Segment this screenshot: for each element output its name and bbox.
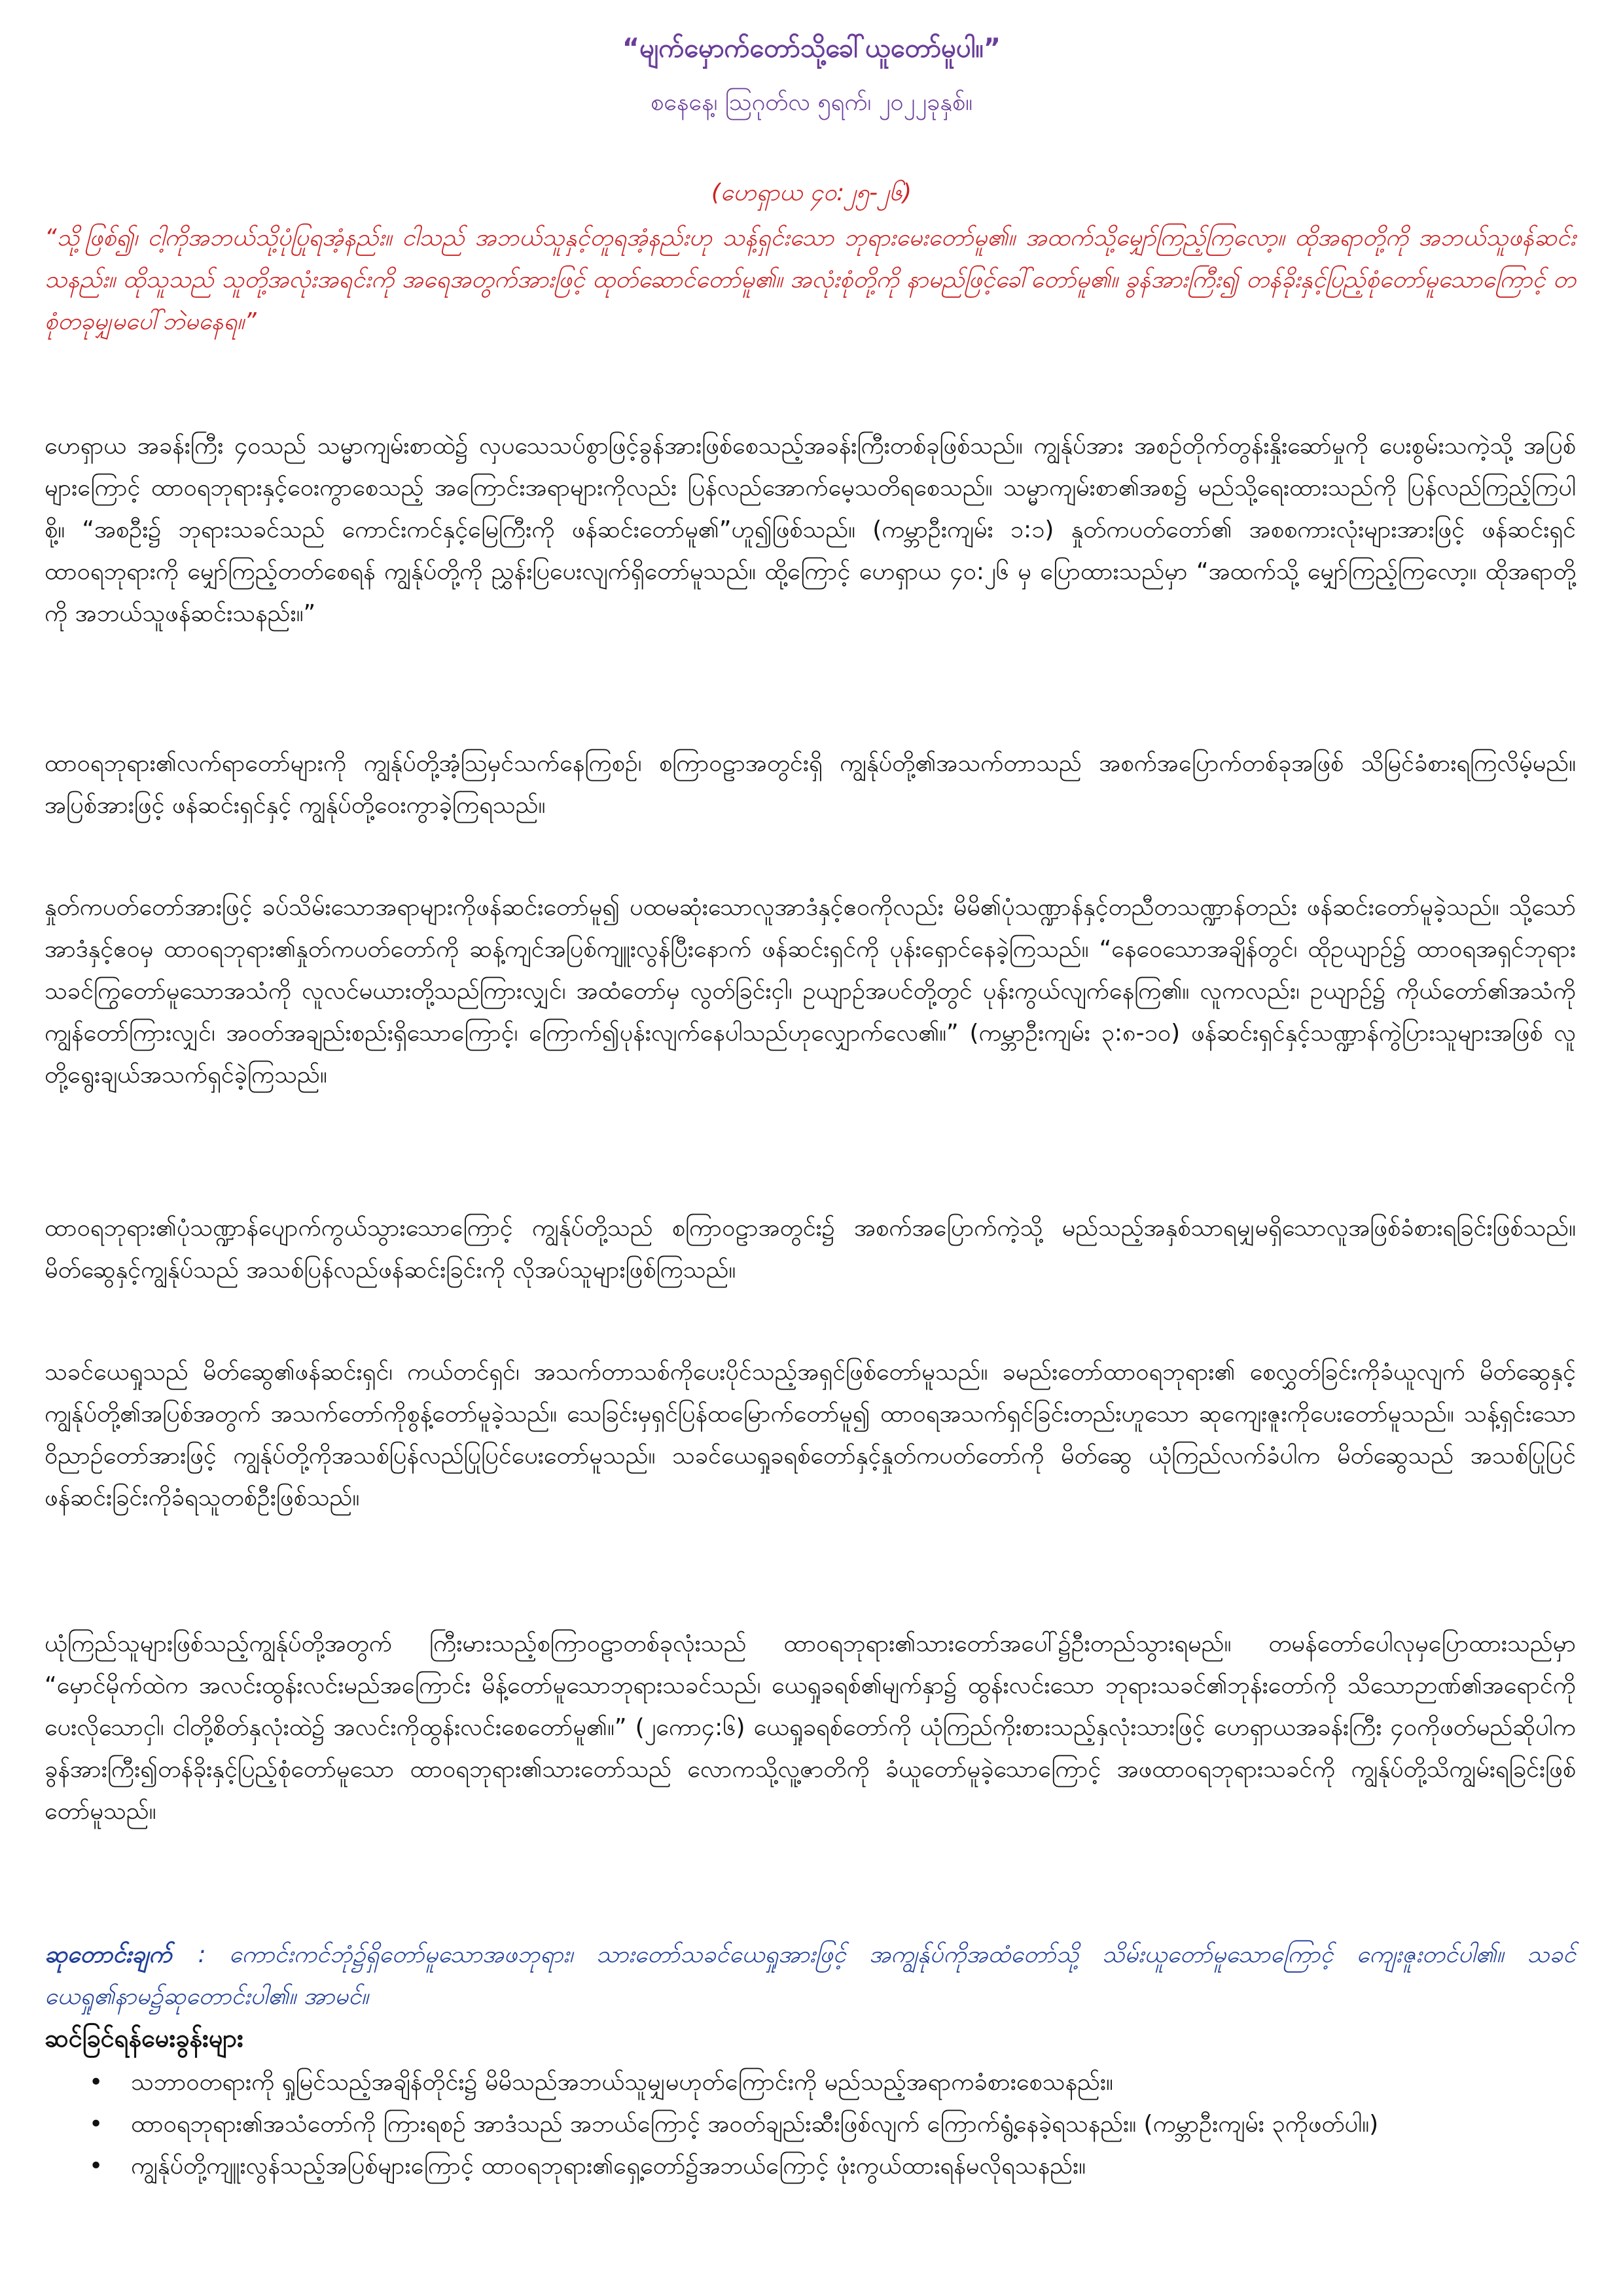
body-paragraph-6: ယုံကြည်သူများဖြစ်သည့်ကျွန်ုပ်တို့အတွက် ကြီးမားသည့်စကြာဝဠာတစ်ခုလုံးသည် ထာဝရဘုရား၏သားတော်အပေါ်၌ဦးတည်သွားရမည်။ တမန်တော်ပေါလုမှပြောထားသည်မှာ “မှောင်မိုက်ထဲက အလင်းထွန်းလင်းမည်အကြောင်း မိန့်တော်မူသောဘုရားသခင်သည်၊ ယေရှုခရစ်၏မျက်နှာ၌ ထွန်းလင်းသော ဘုရားသခင်၏ဘုန်းတော်ကို သိသောဉာဏ်၏အရောင်ကိုပေးလိုသောငှါ၊ ငါတို့စိတ်နှလုံးထဲ၌ အလင်းကိုထွန်းလင်းစေတော်မူ၏။” (၂ကော၄:၆) ယေရှုခရစ်တော်ကို ယုံကြည်ကိုးစားသည့်နှလုံးသားဖြင့် ဟေရှာယအခန်းကြီး ၄၀ကိုဖတ်မည်ဆိုပါက ခွန်အားကြီး၍တန်ခိုးနှင့်ပြည့်စုံတော်မူသော ထာဝရဘုရား၏သားတော်သည် လောကသို့လူ့ဇာတိကို ခံယူတော်မူခဲ့သောကြောင့် အဖထာဝရဘုရားသခင်ကို ကျွန်ုပ်တို့သိကျွမ်းရခြင်းဖြစ်တော်မူသည်။ xyxy=(45,1630,1576,1825)
bullet-icon: • xyxy=(89,2153,103,2179)
prayer-label: ဆုတောင်းချက် xyxy=(45,1941,172,1968)
body-paragraph-2: ထာဝရဘုရား၏လက်ရာတော်များကို ကျွန်ုပ်တို့အံ့ဩမှင်သက်နေကြစဉ်၊ စကြာဝဠာအတွင်းရှိ ကျွန်ုပ်တို့၏အသက်တာသည် အစက်အပြောက်တစ်ခုအဖြစ် သိမြင်ခံစားရကြလိမ့်မည်။ အပြစ်အားဖြင့် ဖန်ဆင်းရှင်နှင့် ကျွန်ုပ်တို့ဝေးကွာခဲ့ကြရသည်။ xyxy=(45,750,1576,819)
prayer-text: : ကောင်းကင်ဘုံ၌ရှိတော်မူသောအဖဘုရား၊ သားတော်သခင်ယေရှုအားဖြင့် အကျွန်ုပ်ကိုအထံတော်သို့ သိမ်းယူတော်မူသောကြောင့် ကျေးဇူးတင်ပါ၏။ သခင်ယေရှု၏နာမ၌ဆုတောင်းပါ၏။ အာမင်။ xyxy=(45,1941,1576,2010)
question-item xyxy=(45,2104,1576,2145)
question-text: သဘာဝတရားကို ရှုမြင်သည့်အချိန်တိုင်း၌ မိမိသည်အဘယ်သူမျှမဟုတ်ကြောင်းကို မည်သည့်အရာကခံစားစေသနည်း။ xyxy=(131,2069,1113,2096)
question-item xyxy=(45,2145,1576,2187)
verse-text: “သို့ဖြစ်၍၊ ငါ့ကိုအဘယ်သို့ပုံပြုရအံ့နည်း။ ငါသည် အဘယ်သူနှင့်တူရအံ့နည်းဟု သန့်ရှင်းသော ဘုရားမေးတော်မူ၏။ အထက်သို့မျှော်ကြည့်ကြလော့။ ထိုအရာတို့ကို အဘယ်သူဖန်ဆင်းသနည်း။ ထိုသူသည် သူတို့အလုံးအရင်းကို အရေအတွက်အားဖြင့် ထုတ်ဆောင်တော်မူ၏။ အလုံးစုံတို့ကို နာမည်ဖြင့်ခေါ်တော်မူ၏။ ခွန်အားကြီး၍ တန်ခိုးနှင့်ပြည့်စုံတော်မူသောကြောင့် တစုံတခုမျှမပေါ်ဘဲမနေရ။” xyxy=(45,224,1576,335)
bullet-icon: • xyxy=(89,2069,103,2096)
question-item xyxy=(45,2062,1576,2104)
body-paragraph-3: နှုတ်ကပတ်တော်အားဖြင့် ခပ်သိမ်းသောအရာများကိုဖန်ဆင်းတော်မူ၍ ပထမဆုံးသောလူအာဒံနှင့်ဧဝကိုလည်း မိမိ၏ပုံသဏ္ဍာန်နှင့်တညီတသဏ္ဍာန်တည်း ဖန်ဆင်းတော်မူခဲ့သည်။ သို့သော် အာဒံနှင့်ဧဝမှ ထာဝရဘုရား၏နှုတ်ကပတ်တော်ကို ဆန့်ကျင်အပြစ်ကျူးလွန်ပြီးနောက် ဖန်ဆင်းရှင်ကို ပုန်းရှောင်နေခဲ့ကြသည်။ “နေဝေသောအချိန်တွင်၊ ထိုဥယျာဉ်၌ ထာဝရအရှင်ဘုရားသခင်ကြွတော်မူသောအသံကို လူလင်မယားတို့သည်ကြားလျှင်၊ အထံတော်မှ လွတ်ခြင်းငှါ၊ ဥယျာဉ်အပင်တို့တွင် ပုန်းကွယ်လျက်နေကြ၏။ လူကလည်း၊ ဥယျာဉ်၌ ကိုယ်တော်၏အသံကို ကျွန်တော်ကြားလျှင်၊ အဝတ်အချည်းစည်းရှိသောကြောင့်၊ ကြောက်၍ပုန်းလျက်နေပါသည်ဟုလျှောက်လေ၏။” (ကမ္ဘာဦးကျမ်း ၃:၈-၁၀) ဖန်ဆင်းရှင်နှင့်သဏ္ဍာန်ကွဲပြားသူများအဖြစ် လူတို့ရွေးချယ်အသက်ရှင်ခဲ့ကြသည်။ xyxy=(45,894,1576,1088)
page-title: “မျက်မှောက်တော်သို့ခေါ်ယူတော်မူပါ။” xyxy=(622,33,1001,63)
question-text: ကျွန်ုပ်တို့ကျူးလွန်သည့်အပြစ်များကြောင့် ထာဝရဘုရား၏ရှေ့တော်၌အဘယ်ကြောင့် ဖုံးကွယ်ထားရန်မလိုရသနည်း။ xyxy=(131,2153,1086,2179)
verse-reference: (ဟေရှာယ ၄၀:၂၅-၂၆) xyxy=(711,179,912,206)
page-date: စနေနေ့၊ ဩဂုတ်လ ၅ရက်၊ ၂၀၂၂ခုနှစ်။ xyxy=(651,89,972,116)
body-paragraph-1: ဟေရှာယ အခန်းကြီး ၄၀သည် သမ္မာကျမ်းစာထဲ၌ လှပသေသပ်စွာဖြင့်ခွန်အားဖြစ်စေသည့်အခန်းကြီးတစ်ခုဖြစ်သည်။ ကျွန်ုပ်အား အစဉ်တိုက်တွန်းနှိုးဆော်မှုကို ပေးစွမ်းသကဲ့သို့ အပြစ်များကြောင့် ထာဝရဘုရားနှင့်ဝေးကွာစေသည့် အကြောင်းအရာများကိုလည်း ပြန်လည်အောက်မေ့သတိရစေသည်။ သမ္မာကျမ်းစာ၏အစ၌ မည်သို့ရေးထားသည်ကို ပြန်လည်ကြည့်ကြပါစို့။ “အစဦး၌ ဘုရားသခင်သည် ကောင်းကင်နှင့်မြေကြီးကို ဖန်ဆင်းတော်မူ၏”ဟူ၍ဖြစ်သည်။ (ကမ္ဘာဦးကျမ်း ၁:၁) နှုတ်ကပတ်တော်၏ အစစကားလုံးများအားဖြင့် ဖန်ဆင်းရှင်ထာဝရဘုရားကို မျှော်ကြည့်တတ်စေရန် ကျွန်ုပ်တို့ကို ညွှန်းပြပေးလျက်ရှိတော်မူသည်။ ထို့ကြောင့် ဟေရှာယ ၄၀:၂၆ မှ ပြောထားသည်မှာ “အထက်သို့ မျှော်ကြည့်ကြလော့။ ထိုအရာတို့ကို အဘယ်သူဖန်ဆင်းသနည်း။” xyxy=(45,433,1576,627)
body-paragraph-5: သခင်ယေရှုသည် မိတ်ဆွေ၏ဖန်ဆင်းရှင်၊ ကယ်တင်ရှင်၊ အသက်တာသစ်ကိုပေးပိုင်သည့်အရှင်ဖြစ်တော်မူသည်။ ခမည်းတော်ထာဝရဘုရား၏ စေလွှတ်ခြင်းကိုခံယူလျက် မိတ်ဆွေနှင့်ကျွန်ုပ်တို့၏အပြစ်အတွက် အသက်တော်ကိုစွန့်တော်မူခဲ့သည်။ သေခြင်းမှရှင်ပြန်ထမြောက်တော်မူ၍ ထာဝရအသက်ရှင်ခြင်းတည်းဟူသော ဆုကျေးဇူးကိုပေးတော်မူသည်။ သန့်ရှင်းသောဝိညာဉ်တော်အားဖြင့် ကျွန်ုပ်တို့ကိုအသစ်ပြန်လည်ပြုပြင်ပေးတော်မူသည်။ သခင်ယေရှုခရစ်တော်နှင့်နှုတ်ကပတ်တော်ကို မိတ်ဆွေ ယုံကြည်လက်ခံပါက မိတ်ဆွေသည် အသစ်ပြုပြင်ဖန်ဆင်းခြင်းကိုခံရသူတစ်ဦးဖြစ်သည်။ xyxy=(45,1359,1576,1511)
body-paragraph-4: ထာဝရဘုရား၏ပုံသဏ္ဍာန်ပျောက်ကွယ်သွားသောကြောင့် ကျွန်ုပ်တို့သည် စကြာဝဠာအတွင်း၌ အစက်အပြောက်ကဲ့သို့ မည်သည့်အနှစ်သာရမျှမရှိသောလူအဖြစ်ခံစားရခြင်းဖြစ်သည်။ မိတ်ဆွေနှင့်ကျွန်ုပ်သည် အသစ်ပြန်လည်ဖန်ဆင်းခြင်းကို လိုအပ်သူများဖြစ်ကြသည်။ xyxy=(45,1215,1576,1283)
question-text: ထာဝရဘုရား၏အသံတော်ကို ကြားရစဉ် အာဒံသည် အဘယ်ကြောင့် အဝတ်ချည်းဆီးဖြစ်လျက် ကြောက်ရွံ့နေခဲ့ရသနည်း။ (ကမ္ဘာဦးကျမ်း ၃ကိုဖတ်ပါ။) xyxy=(131,2111,1379,2138)
prayer-block xyxy=(45,1934,1576,2018)
bullet-icon: • xyxy=(89,2111,103,2138)
questions-heading: ဆင်ခြင်ရန်မေးခွန်းများ xyxy=(45,2024,243,2053)
questions-list xyxy=(45,2062,1576,2187)
